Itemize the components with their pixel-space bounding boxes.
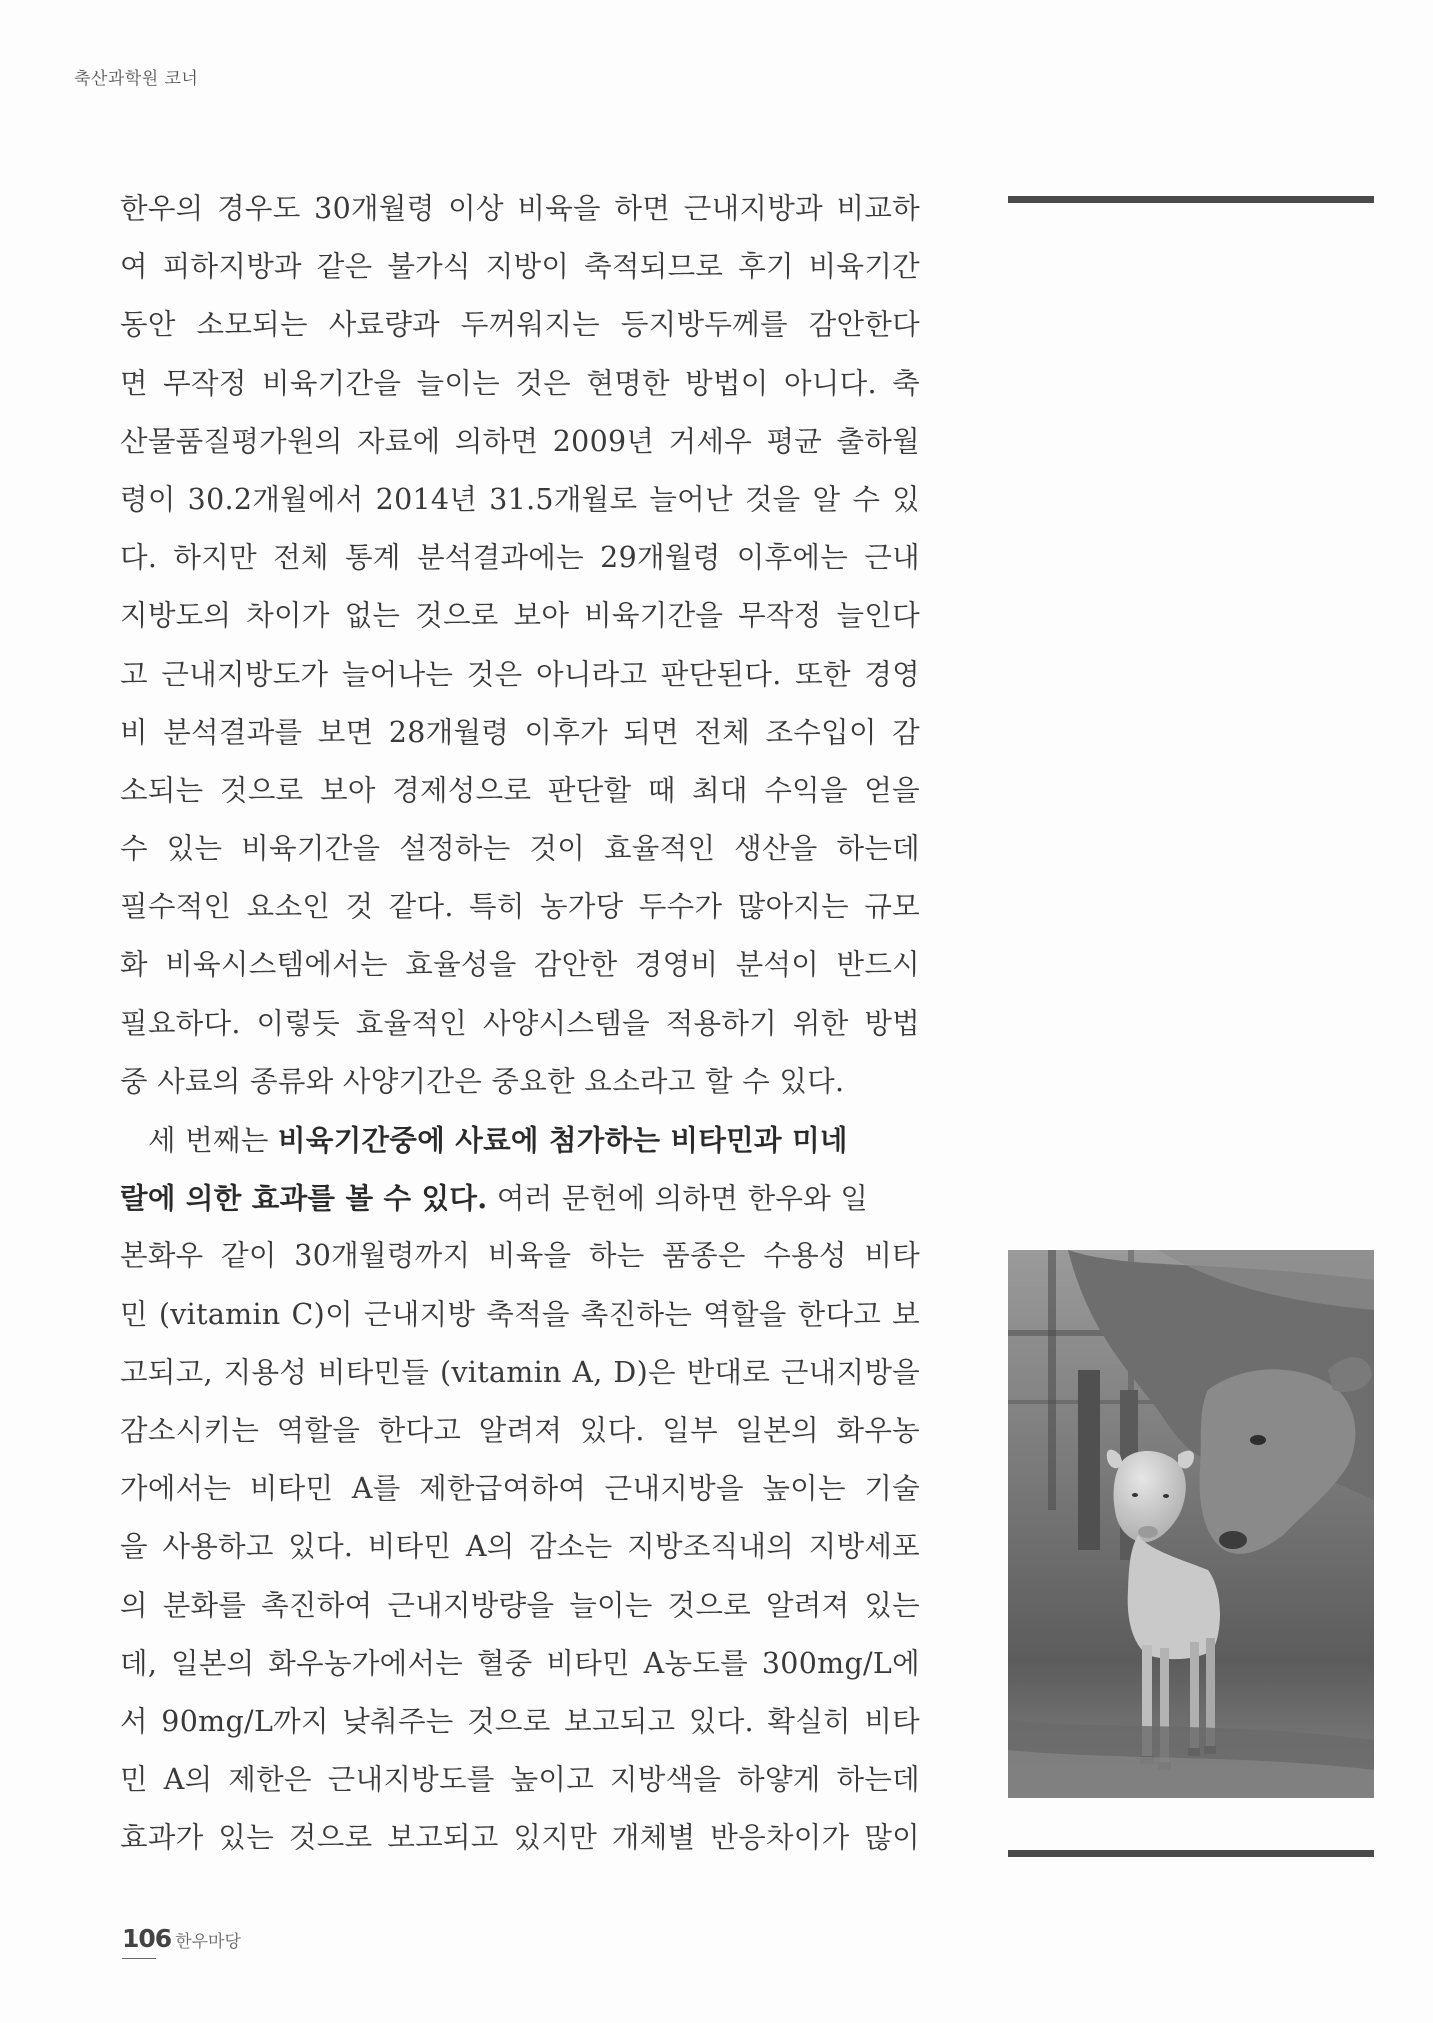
- text-line: 의 분화를 촉진하여 근내지방량을 늘이는 것으로 알려져 있는: [120, 1588, 920, 1622]
- text-line: 서 90mg/L까지 낮춰주는 것으로 보고되고 있다. 확실히 비타: [120, 1704, 920, 1738]
- text-line: 소되는 것으로 보아 경제성으로 판단할 때 최대 수익을 얻을: [120, 773, 920, 807]
- text-line: 다. 하지만 전체 통계 분석결과에는 29개월령 이후에는 근내: [120, 541, 920, 575]
- text-line: 면 무작정 비육기간을 늘이는 것은 현명한 방법이 아니다. 축: [120, 366, 920, 400]
- text-line: 동안 소모되는 사료량과 두꺼워지는 등지방두께를 감안한다: [120, 308, 920, 342]
- text-line: 고 근내지방도가 늘어나는 것은 아니라고 판단된다. 또한 경영: [120, 657, 920, 691]
- text-line: 데, 일본의 화우농가에서는 혈중 비타민 A농도를 300mg/L에: [120, 1646, 920, 1680]
- text-line: 민 A의 제한은 근내지방도를 높이고 지방색을 하얗게 하는데: [120, 1763, 920, 1797]
- article-body: [120, 180, 920, 1867]
- magazine-name: 한우마당: [175, 1932, 241, 1952]
- text-line: 효과가 있는 것으로 보고되고 있지만 개체별 반응차이가 많이: [120, 1821, 920, 1855]
- text-line: 산물품질평가원의 자료에 의하면 2009년 거세우 평균 출하월: [120, 424, 920, 458]
- text-line: 본화우 같이 30개월령까지 비육을 하는 품종은 수용성 비타: [120, 1239, 920, 1273]
- text-line: 중 사료의 종류와 사양기간은 중요한 요소라고 할 수 있다.: [120, 1064, 845, 1098]
- text-line: 화 비육시스템에서는 효율성을 감안한 경영비 분석이 반드시: [120, 948, 920, 982]
- page-number-underline: [122, 1958, 156, 1959]
- text-line: 수 있는 비육기간을 설정하는 것이 효율적인 생산을 하는데: [120, 832, 920, 866]
- text-line: 령이 30.2개월에서 2014년 31.5개월로 늘어난 것을 알 수 있: [120, 482, 920, 516]
- page-number: 106: [122, 1924, 172, 1953]
- text-line: 지방도의 차이가 없는 것으로 보아 비육기간을 무작정 늘인다: [120, 599, 920, 633]
- photo-illustration: [1008, 1250, 1374, 1798]
- bottom-divider: [1008, 1850, 1374, 1857]
- cow-and-calf-photo: [1008, 1250, 1374, 1798]
- para2-bold-lead: 비육기간중에 사료에 첨가하는 비타민과 미네: [278, 1123, 848, 1157]
- top-divider: [1008, 196, 1374, 203]
- text-line: 고되고, 지용성 비타민들 (vitamin A, D)은 반대로 근내지방을: [120, 1355, 920, 1389]
- para2-intro: 세 번째는: [148, 1124, 279, 1157]
- para2-bold-tail: 랄에 의한 효과를 볼 수 있다.: [120, 1181, 488, 1216]
- text-line: [120, 1169, 920, 1227]
- page-footer: [122, 1924, 241, 1953]
- text-line: 민 (vitamin C)이 근내지방 축적을 촉진하는 역할을 한다고 보: [120, 1297, 920, 1331]
- text-line: 한우의 경우도 30개월령 이상 비육을 하면 근내지방과 비교하: [120, 192, 920, 225]
- text-line: 가에서는 비타민 A를 제한급여하여 근내지방을 높이는 기술: [120, 1472, 920, 1506]
- text-line: 여 피하지방과 같은 불가식 지방이 축적되므로 후기 비육기간: [120, 250, 920, 284]
- text-line: 감소시키는 역할을 한다고 알려져 있다. 일부 일본의 화우농: [120, 1413, 920, 1447]
- section-label: 축산과학원 코너: [74, 69, 199, 89]
- text-line-para2-start: [120, 1111, 920, 1169]
- text-line: 필수적인 요소인 것 같다. 특히 농가당 두수가 많아지는 규모: [120, 890, 920, 924]
- para2-continuation: 여러 문헌에 의하면 한우와 일: [487, 1182, 869, 1216]
- text-line: 비 분석결과를 보면 28개월령 이후가 되면 전체 조수입이 감: [120, 715, 920, 749]
- text-line: 필요하다. 이렇듯 효율적인 사양시스템을 적용하기 위한 방법: [120, 1006, 920, 1040]
- text-line: 을 사용하고 있다. 비타민 A의 감소는 지방조직내의 지방세포: [120, 1530, 920, 1564]
